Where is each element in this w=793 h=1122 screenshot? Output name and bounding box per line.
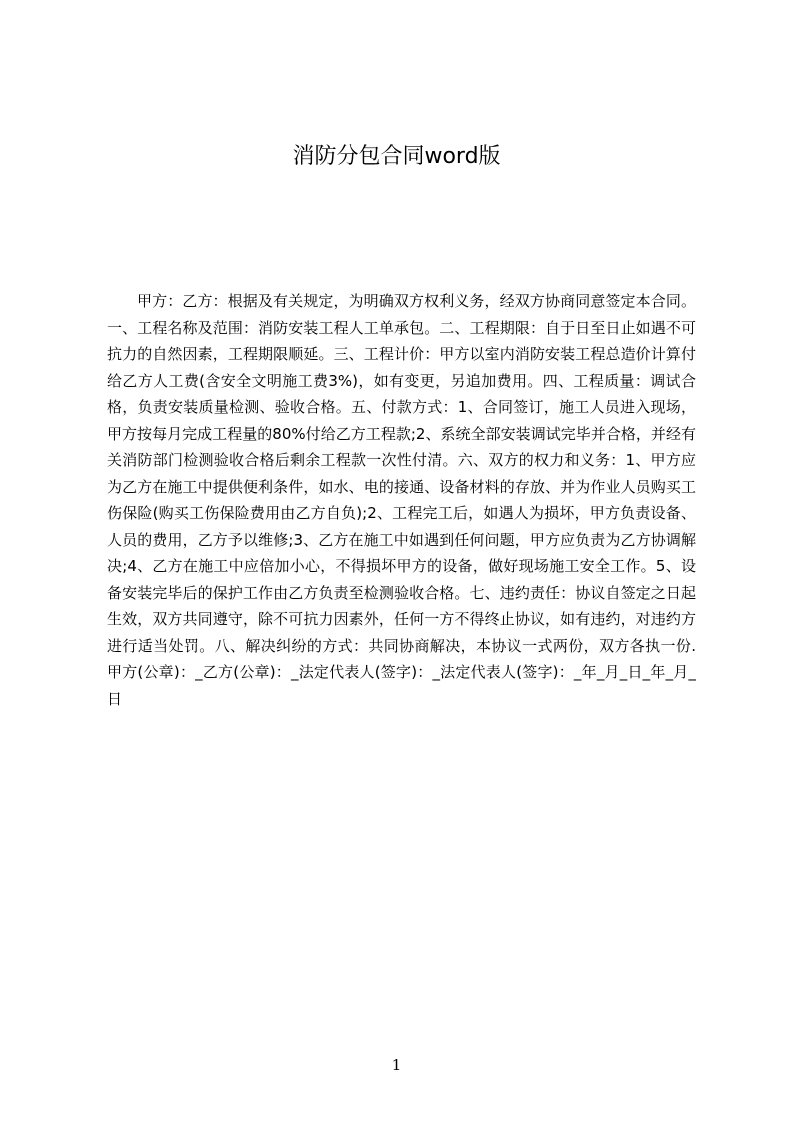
page-number: 1 — [391, 1056, 402, 1074]
contract-body-text: 甲方：乙方：根据及有关规定，为明确双方权利义务，经双方协商同意签定本合同。一、工程名称及范围：消防安装工程人工单承包。二、工程期限：自于日至日止如遇不可抗力的自然因素，工程期限顺延。三、工程计价：甲方以室内消防安装工程总造价计算付给乙方人工费(含安全文明施工费3%)，如有变更，另追加费用。四、工程质量：调试合格，负责安装质量检测、验收合格。五、付款方式：1、合同签订，施工人员进入现场，甲方按每月完成工程量的80%付给乙方工程款;2、系统全部安装调试完毕并合格，并经有关消防部门检测验收合格后剩余工程款一次性付清。六、双方的权力和义务：1、甲方应为乙方在施工中提供便利条件，如水、电的接通、设备材料的存放、并为作业人员购买工伤保险(购买工伤保险费用由乙方自负);2、工程完工后，如遇人为损坏，甲方负责设备、人员的费用，乙方予以维修;3、乙方在施工中如遇到任何问题，甲方应负责为乙方协调解决;4、乙方在施工中应倍加小心，不得损坏甲方的设备，做好现场施工安全工作。5、设备安装完毕后的保护工作由乙方负责至检测验收合格。七、违约责任：协议自签定之日起生效，双方共同遵守，除不可抗力因素外，任何一方不得终止协议，如有违约，对违约方进行适当处罚。八、解决纠纷的方式：共同协商解决，本协议一式两份，双方各执一份.甲方(公章)：_乙方(公章)：_法定代表人(签字)：_法定代表人(签字)：_年_月_日_年_月_日 — [107, 292, 696, 708]
document-title: 消防分包合同word版 — [292, 144, 501, 169]
